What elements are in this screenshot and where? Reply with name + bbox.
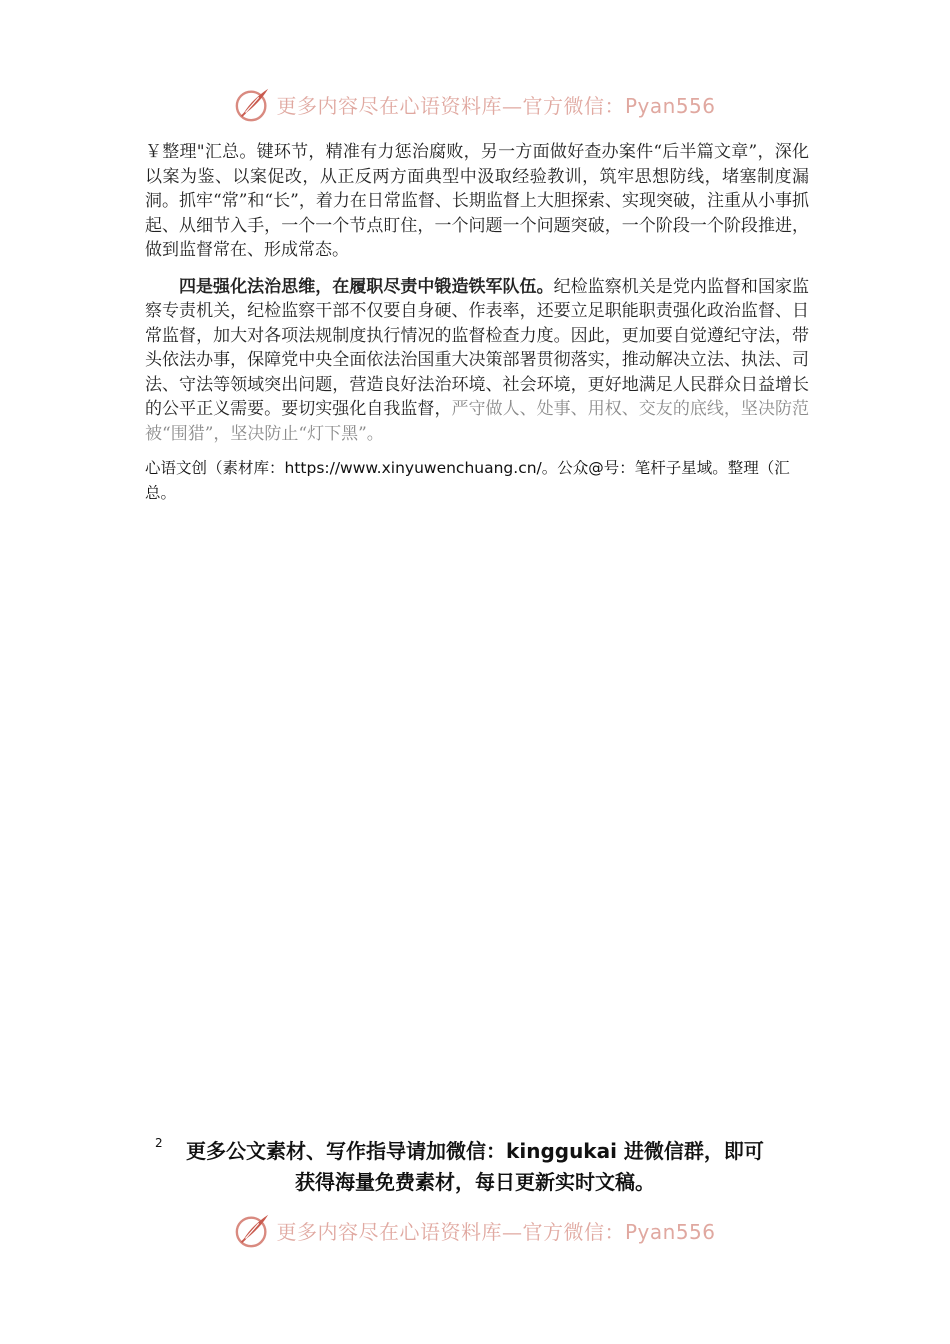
footnote-mark: 2	[155, 1136, 163, 1150]
source-note: 心语文创（素材库：https://www.xinyuwenchuang.cn/。公众@号：笔杆子星域。整理（汇总。	[145, 459, 790, 502]
paragraph-body: 纪检监察机关是党内监督和国家监察专责机关，纪检监察干部不仅要自身硬、作表率，还要立足职能职责强化政治监督、日常监督，加大对各项法规制度执行情况的监督检查力度。因此，更加要自觉遵纪守法，带头依法办事，保障党中央全面依法治国重大决策部署贯彻落实，推动解决立法、执法、司法、守法等领域突出问题，营造良好法治环境、社会环境，更好地满足人民群众日益增长的公平正义需要。要切实强化自我监督，	[145, 276, 810, 419]
header-banner	[0, 82, 950, 126]
wechat-handle: Pyan556	[624, 1219, 716, 1244]
wechat-handle: Pyan556	[624, 93, 716, 118]
paragraph-heading: 四是强化法治思维，在履职尽责中锻造铁军队伍。	[179, 276, 554, 297]
paragraph-continued: ￥整理"汇总。键环节，精准有力惩治腐败，另一方面做好查办案件“后半篇文章”，深化以案为鉴、以案促改，从正反两方面典型中汲取经验教训，筑牢思想防线，堵塞制度漏洞。抓牢“常”和“长”，着力在日常监督、长期监督上大胆探索、实现突破，注重从小事抓起、从细节入手，一个一个节点盯住，一个问题一个问题突破，一个阶段一个阶段推进，做到监督常在、形成常态。	[145, 142, 809, 260]
banner-text: 更多内容尽在心语资料库—官方微信：Pyan556	[276, 1219, 716, 1244]
footer-banner	[0, 1208, 950, 1252]
footer-promo	[0, 1136, 950, 1198]
paragraph-faded-text: 严守做人、处事、用权、交友的底线，坚决防范被“围猎”，坚决防止“灯下黑”。	[145, 399, 810, 444]
quill-pen-logo-icon	[234, 85, 272, 123]
document-body	[145, 140, 809, 506]
promo-line-2: 获得海量免费素材，每日更新实时文稿。	[295, 1170, 655, 1194]
promo-line-1: 更多公文素材、写作指导请加微信：kinggukai 进微信群，即可	[186, 1139, 764, 1163]
paragraph-four	[145, 275, 809, 447]
banner-text: 更多内容尽在心语资料库—官方微信：Pyan556	[276, 93, 716, 118]
quill-pen-logo-icon	[234, 1211, 272, 1249]
